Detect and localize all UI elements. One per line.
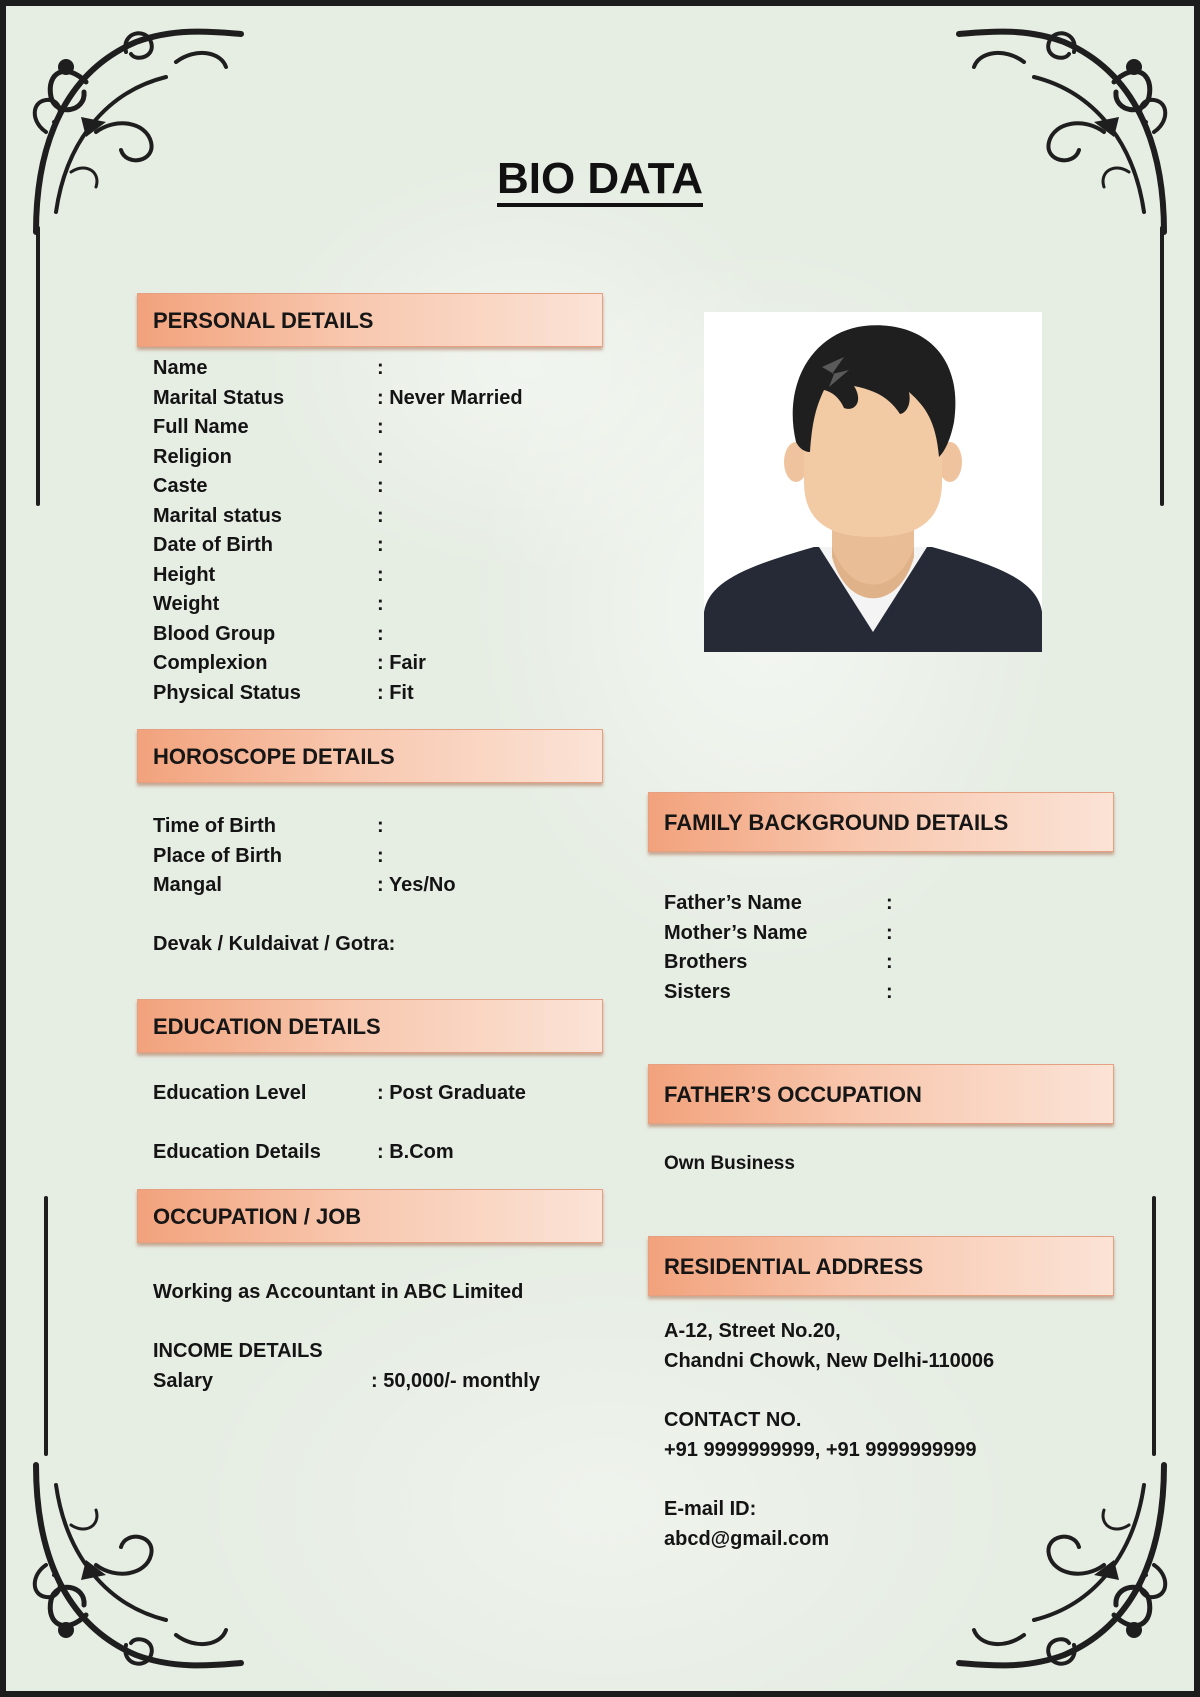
corner-ornament-icon — [26, 22, 246, 242]
list-item — [153, 531, 593, 561]
field-label: Mother’s Name — [664, 921, 808, 944]
education-level-label: Education Level — [153, 1082, 307, 1104]
field-value: : — [886, 892, 893, 914]
border-line-left-top — [36, 226, 40, 506]
field-label: Date of Birth — [153, 534, 273, 556]
salary-label: Salary — [153, 1370, 214, 1392]
list-item — [153, 871, 593, 901]
personal-details-heading: PERSONAL DETAILS — [137, 293, 603, 347]
gotra-label: Devak / Kuldaivat / Gotra: — [153, 933, 396, 955]
field-value: : — [377, 622, 384, 645]
field-label: Complexion — [153, 652, 268, 674]
field-value: : — [377, 416, 384, 438]
list-item — [664, 978, 1124, 1008]
father-occupation-text: Own Business — [664, 1153, 795, 1174]
field-value: : — [377, 445, 384, 468]
occupation-text: Working as Accountant in ABC Limited — [153, 1281, 524, 1303]
field-value: : — [377, 815, 384, 837]
field-label: Marital status — [153, 504, 282, 527]
personal-details-list — [153, 354, 593, 708]
field-value: : — [377, 534, 384, 556]
person-avatar-icon — [704, 312, 1042, 652]
list-item — [664, 889, 1124, 919]
field-label: Sisters — [664, 980, 731, 1003]
page-title-text: BIO DATA — [497, 154, 703, 207]
field-label: Father’s Name — [664, 892, 802, 914]
field-value: : — [886, 921, 893, 944]
field-label: Brothers — [664, 951, 748, 973]
field-label: Physical Status — [153, 681, 301, 704]
education-level-value: : Post Graduate — [377, 1082, 526, 1104]
page-title — [6, 154, 1194, 204]
border-line-right-bottom — [1152, 1196, 1156, 1456]
profile-photo — [704, 312, 1042, 652]
contact-numbers: +91 9999999999, +91 9999999999 — [664, 1439, 977, 1461]
list-item — [664, 948, 1124, 978]
occupation-heading: OCCUPATION / JOB — [137, 1189, 603, 1243]
list-item — [153, 590, 593, 620]
field-label: Name — [153, 357, 208, 379]
contact-heading: CONTACT NO. — [664, 1409, 802, 1431]
field-label: Place of Birth — [153, 844, 282, 867]
field-value: : — [377, 504, 384, 527]
education-details-label: Education Details — [153, 1141, 321, 1163]
field-value: : Fit — [377, 681, 414, 704]
family-background-list — [664, 889, 1124, 1007]
education-details-heading: EDUCATION DETAILS — [137, 999, 603, 1053]
field-label: Marital Status — [153, 386, 285, 409]
corner-ornament-icon — [954, 22, 1174, 242]
list-item — [664, 919, 1124, 949]
email-heading: E-mail ID: — [664, 1498, 757, 1520]
list-item — [153, 620, 593, 650]
email-value: abcd@gmail.com — [664, 1528, 830, 1550]
field-label: Blood Group — [153, 622, 276, 645]
list-item — [153, 679, 593, 709]
field-value: : — [377, 357, 384, 379]
education-details-value: : B.Com — [377, 1141, 454, 1163]
field-label: Time of Birth — [153, 815, 276, 837]
list-item — [153, 354, 593, 384]
field-label: Religion — [153, 445, 232, 468]
list-item — [153, 472, 593, 502]
border-line-right-top — [1160, 226, 1164, 506]
field-value: : Never Married — [377, 386, 523, 409]
field-value: : — [377, 563, 384, 586]
field-label: Caste — [153, 475, 208, 497]
list-item — [153, 649, 593, 679]
field-value: : — [377, 593, 384, 615]
father-occupation-heading: FATHER’S OCCUPATION — [648, 1064, 1114, 1124]
list-item — [153, 812, 593, 842]
field-value: : — [886, 951, 893, 973]
field-value: : — [377, 844, 384, 867]
field-label: Weight — [153, 593, 220, 615]
field-value: : — [886, 980, 893, 1003]
residential-address-heading: RESIDENTIAL ADDRESS — [648, 1236, 1114, 1296]
list-item — [153, 384, 593, 414]
address-line-2: Chandni Chowk, New Delhi-110006 — [664, 1350, 995, 1372]
address-line-1: A-12, Street No.20, — [664, 1320, 841, 1342]
list-item — [153, 443, 593, 473]
list-item — [153, 842, 593, 872]
field-value: : Yes/No — [377, 874, 456, 896]
field-label: Full Name — [153, 416, 249, 438]
field-value: : Fair — [377, 652, 426, 674]
field-label: Mangal — [153, 874, 222, 896]
corner-ornament-icon — [954, 1455, 1174, 1675]
list-item — [153, 413, 593, 443]
biodata-page — [6, 6, 1194, 1691]
income-details-heading: INCOME DETAILS — [153, 1340, 323, 1362]
list-item — [153, 502, 593, 532]
salary-value: : 50,000/- monthly — [371, 1370, 540, 1392]
horoscope-details-list — [153, 812, 593, 901]
list-item — [153, 561, 593, 591]
border-line-left-bottom — [44, 1196, 48, 1456]
corner-ornament-icon — [26, 1455, 246, 1675]
field-label: Height — [153, 563, 216, 586]
field-value: : — [377, 475, 384, 497]
family-background-heading: FAMILY BACKGROUND DETAILS — [648, 792, 1114, 852]
horoscope-details-heading: HOROSCOPE DETAILS — [137, 729, 603, 783]
